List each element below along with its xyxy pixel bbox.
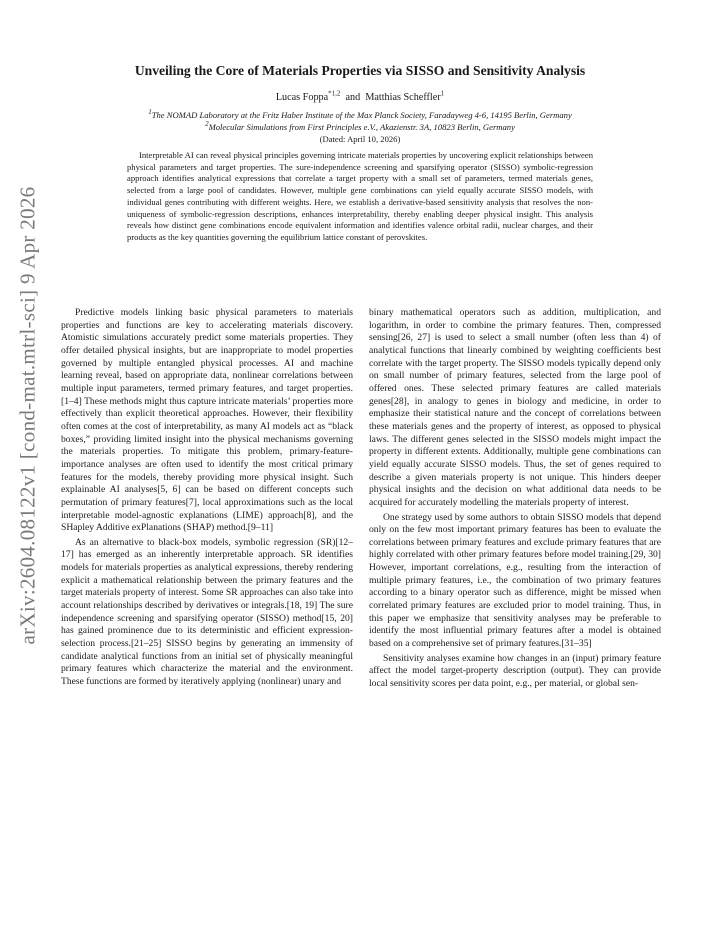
body-paragraph: Sensitivity analyses examine how changes in an (input) primary feature affect the model target-property description (output). They can provide local sensitivity scores per data point, e.g., per material, or global sen- (369, 652, 661, 690)
affiliation-text: The NOMAD Laboratory at the Fritz Haber Institute of the Max Planck Society, Faradayweg 4-6, 14195 Berlin, Germany (151, 110, 572, 120)
affiliation-mark: 2 (205, 120, 209, 129)
body-paragraph: As an alternative to black-box models, symbolic regression (SR)[12–17] has emerged as an inherently interpretable approach. SR identifies models for materials properties as analytical expressions, thereby rendering explicit a mathematical relationship between the primary features and the target materials property of interest. Some SR approaches can also take into account relationships described by derivatives or integrals.[18, 19] The sure independence screening and sparsifying operator (SISSO) method[15, 20] has gained prominence due to its deterministic and efficient expression-selection process.[21–25] SISSO begins by generating an immensity of candidate analytical functions from an initial set of physically meaningful primary features which characterize the material and the environment. These functions are formed by iteratively applying (nonlinear) unary and (61, 536, 353, 688)
arxiv-identifier (8, 120, 48, 710)
author-name: Lucas Foppa (275, 92, 329, 103)
author-list (60, 89, 660, 103)
body-paragraph: Predictive models linking basic physical parameters to materials properties and functions are key to accelerating materials discovery. Atomistic simulations accurately predict some materials properties. They offer detailed physical insights, but are inappropriate to model properties governed by multiple entangled physical processes. AI and machine learning reveal, based on appropriate data, nonlinear correlations between multiple input parameters, termed primary features, and target properties.[1–4] These methods might thus capture intricate materials’ properties more effectively than explicit theoretical approaches. However, their flexibility often comes at the cost of interpretability, as many AI models act as “black boxes,” providing limited insight into the physical mechanisms governing the materials properties. To mitigate this problem, primary-feature-importance analyses are often used to identify the most critical primary features for the models, thereby providing more physical insight. Such explainable AI analyses[5, 6] can be based on different concepts such permutation of primary features[7], local approximations such as the local interpretable model-agnostic explanations (LIME) approach[8], and the SHapley Additive exPlanations (SHAP) method.[9–11] (61, 307, 353, 534)
arxiv-identifier-text: arXiv:2604.08122v1 [cond-mat.mtrl-sci] 9 Apr 2026 (15, 186, 40, 644)
affiliation (40, 110, 680, 120)
paper-title: Unveiling the Core of Materials Properties via SISSO and Sensitivity Analysis (134, 63, 586, 78)
author-affiliation-mark: *1,2 (328, 89, 341, 98)
affiliation (40, 122, 680, 132)
body-column-left (61, 307, 353, 689)
affiliation-mark: 1 (148, 108, 152, 117)
abstract: Interpretable AI can reveal physical principles governing intricate materials properties by uncovering explicit relationships between physical parameters and target properties. The sure-independence screening and sparsifying operator (SISSO) symbolic-regression approach identifies analytical expressions that correlate a target property with a small set of parameters, termed materials genes, selected from a large pool of candidates. However, multiple gene combinations can yield equally accurate SISSO models, with individual genes contributing with different weights. Here, we establish a derivative-based sensitivity analysis that resolves the non-uniqueness of symbolic-regression descriptions, enhances interpretability, thereby enabling deeper physical insight. This analysis reveals how distinct gene combinations encode equivalent information and identifies valence orbital radii, nuclear charges, and their products as the key quantities governing the equilibrium lattice constant of perovskites. (127, 150, 593, 242)
date-line: (Dated: April 10, 2026) (319, 134, 401, 144)
author-name: Matthias Scheffler (365, 92, 441, 103)
body-column-right (369, 307, 661, 691)
affiliation-text: Molecular Simulations from First Principles e.V., Akazienstr. 3A, 10823 Berlin, Germany (208, 122, 515, 132)
author-conjunction: and (345, 92, 361, 103)
body-paragraph: binary mathematical operators such as addition, multiplication, and logarithm, in order to combine the primary features. Then, compressed sensing[26, 27] is used to select a small number (often less than 4) of analytical functions that linearly combined by weighting coefficients best correlate with the target property. The SISSO models typically depend only on small number of primary features, selected from the large pool of offered ones. These selected primary features are called materials genes[28], in analogy to genes in biology and medicine, in order to emphasize their statistical nature and the concept of correlations between these materials genes and the property of interest, as opposed to physical laws. The different genes selected in the SISSO models might impact the property in different extents. Additionally, multiple gene combinations can yield equally accurate SISSO models. Thus, the set of genes required to describe a given materials property is not unique. This hinders deeper physical insights and the decision on what additional data needs to be acquired for accurately modelling the materials property of interest. (369, 307, 661, 508)
author-affiliation-mark: 1 (440, 89, 445, 98)
body-paragraph: One strategy used by some authors to obtain SISSO models that depend only on the few most important primary features has been to evaluate the correlations between primary features and exclude primary features that are highly correlated with other primary features before model training.[29, 30] However, important correlations, e.g., resulting from the interaction of multiple primary features, i.e., the combination of two primary features according to a binary operator such as difference, might be missed when correlated primary features are excluded prior to model training. Thus, in this paper we emphasize that sensitivity analyses may be preferable to identify the most influential primary features after a model is obtained based on a comprehensive set of primary features.[31–35] (369, 511, 661, 650)
